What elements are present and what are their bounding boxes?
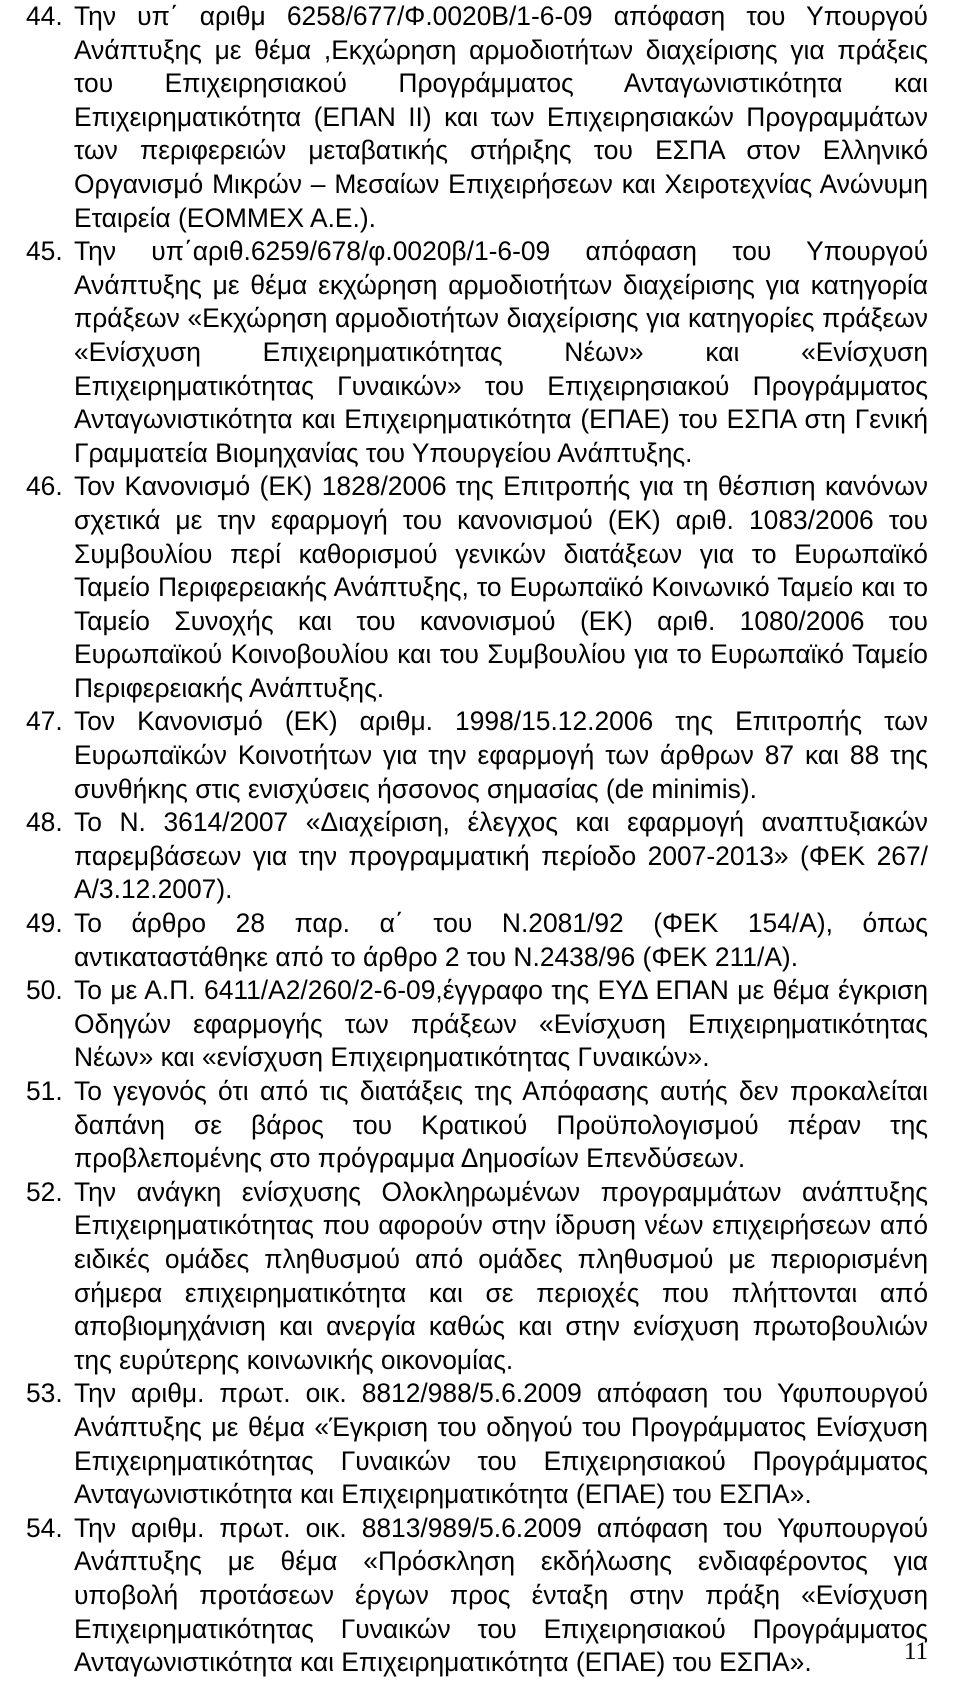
item-text: Τον Κανονισμό (ΕΚ) αριθμ. 1998/15.12.2006 της Επιτροπής των Ευρωπαϊκών Κοινοτήτων για την εφαρμογή των άρθρων 87 και 88 της συνθήκης στις ενισχύσεις ήσσονος σημασίας (de minimis). <box>74 706 928 804</box>
list-item-47 <box>26 705 928 806</box>
item-number: 48. <box>26 807 63 838</box>
item-text: Το με Α.Π. 6411/Α2/260/2-6-09,έγγραφο της ΕΥΔ ΕΠΑΝ με θέμα έγκριση Οδηγών εφαρμογής των πράξεων «Ενίσχυση Επιχειρηματικότητας Νέων» και «ενίσχυση Επιχειρηματικότητας Γυναικών». <box>74 975 928 1073</box>
item-number: 50. <box>26 975 63 1006</box>
list-item-49 <box>26 907 928 974</box>
item-number: 53. <box>26 1378 63 1409</box>
item-number: 49. <box>26 908 63 939</box>
item-text: Την ανάγκη ενίσχυσης Ολοκληρωμένων προγραμμάτων ανάπτυξης Επιχειρηματικότητας που αφορούν στην ίδρυση νέων επιχειρήσεων από ειδικές ομάδες πληθυσμού από ομάδες πληθυσμού με περιορισμένη σήμερα επιχειρηματικότητα και σε περιοχές που πλήττονται από αποβιομηχάνιση και ανεργία καθώς και στην ενίσχυση πρωτοβουλιών της ευρύτερης κοινωνικής οικονομίας. <box>74 1176 928 1375</box>
item-number: 52. <box>26 1176 63 1207</box>
item-text: Την αριθμ. πρωτ. οικ. 8813/989/5.6.2009 απόφαση του Υφυπουργού Ανάπτυξης με θέμα «Πρόσκληση εκδήλωσης ενδιαφέροντος για υποβολή προτάσεων έργων προς ένταξη στην πράξη «Ενίσχυση Επιχειρηματικότητας Γυναικών του Επιχειρησιακού Προγράμματος Ανταγωνιστικότητα και Επιχειρηματικότητα (ΕΠΑΕ) του ΕΣΠΑ». <box>74 1512 928 1678</box>
list-item-50 <box>26 974 928 1075</box>
item-text: Το άρθρο 28 παρ. α΄ του Ν.2081/92 (ΦΕΚ 154/Α), όπως αντικαταστάθηκε από το άρθρο 2 του Ν.2438/96 (ΦΕΚ 211/Α). <box>74 908 928 972</box>
item-text: Το γεγονός ότι από τις διατάξεις της Απόφασης αυτής δεν προκαλείται δαπάνη σε βάρος του Κρατικού Προϋπολογισμού πέραν της προβλεπομένης στο πρόγραμμα Δημοσίων Επενδύσεων. <box>74 1076 928 1174</box>
item-number: 54. <box>26 1512 63 1543</box>
item-text: Την υπ΄ αριθμ 6258/677/Φ.0020Β/1-6-09 απόφαση του Υπουργού Ανάπτυξης με θέμα ,Εκχώρηση αρμοδιοτήτων διαχείρισης για πράξεις του Επιχειρησιακού Προγράμματος Ανταγωνιστικότητα και Επιχειρηματικότητα (ΕΠΑΝ ΙΙ) και των Επιχειρησιακών Προγραμμάτων των περιφερειών μεταβατικής στήριξης του ΕΣΠΑ στον Ελληνικό Οργανισμό Μικρών – Μεσαίων Επιχειρήσεων και Χειροτεχνίας Ανώνυμη Εταιρεία (ΕΟΜΜΕΧ Α.Ε.). <box>74 1 928 233</box>
item-text: Την υπ΄αριθ.6259/678/φ.0020β/1-6-09 απόφαση του Υπουργού Ανάπτυξης με θέμα εκχώρηση αρμοδιοτήτων διαχείρισης για κατηγορία πράξεων «Εκχώρηση αρμοδιοτήτων διαχείρισης για κατηγορίες πράξεων «Ενίσχυση Επιχειρηματικότητας Νέων» και «Ενίσχυση Επιχειρηματικότητας Γυναικών» του Επιχειρησιακού Προγράμματος Ανταγωνιστικότητα και Επιχειρηματικότητα (ΕΠΑΕ) του ΕΣΠΑ στη Γενική Γραμματεία Βιομηχανίας του Υπουργείου Ανάπτυξης. <box>74 236 928 468</box>
list-item-45 <box>26 235 928 470</box>
list-item-44 <box>26 0 928 235</box>
item-text: Την αριθμ. πρωτ. οικ. 8812/988/5.6.2009 απόφαση του Υφυπουργού Ανάπτυξης με θέμα «Έγκριση του οδηγού του Προγράμματος Ενίσχυση Επιχειρηματικότητας Γυναικών του Επιχειρησιακού Προγράμματος Ανταγωνιστικότητα και Επιχειρηματικότητα (ΕΠΑΕ) του ΕΣΠΑ». <box>74 1378 928 1510</box>
item-number: 51. <box>26 1076 63 1106</box>
list-item-46 <box>26 470 928 705</box>
page-number: 11 <box>903 1638 928 1665</box>
list-item-51 <box>26 1075 928 1176</box>
item-number: 45. <box>26 236 63 267</box>
numbered-list <box>26 0 928 1680</box>
list-item-48 <box>26 806 928 907</box>
item-number: 47. <box>26 706 63 737</box>
item-text: Τον Κανονισμό (ΕΚ) 1828/2006 της Επιτροπής για τη θέσπιση κανόνων σχετικά με την εφαρμογή του κανονισμού (ΕΚ) αριθ. 1083/2006 του Συμβουλίου περί καθορισμού γενικών διατάξεων για το Ευρωπαϊκό Ταμείο Περιφερειακής Ανάπτυξης, το Ευρωπαϊκό Κοινωνικό Ταμείο και το Ταμείο Συνοχής και του κανονισμού (ΕΚ) αριθ. 1080/2006 του Ευρωπαϊκού Κοινοβουλίου και του Συμβουλίου για το Ευρωπαϊκό Ταμείο Περιφερειακής Ανάπτυξης. <box>74 471 928 703</box>
item-text: Το Ν. 3614/2007 «Διαχείριση, έλεγχος και εφαρμογή αναπτυξιακών παρεμβάσεων για την προγραμματική περίοδο 2007-2013» (ΦΕΚ 267/Α/3.12.2007). <box>74 807 928 905</box>
list-item-52 <box>26 1176 928 1378</box>
item-number: 46. <box>26 471 63 502</box>
item-number: 44. <box>26 1 63 31</box>
list-item-53 <box>26 1377 928 1511</box>
list-item-54 <box>26 1512 928 1680</box>
